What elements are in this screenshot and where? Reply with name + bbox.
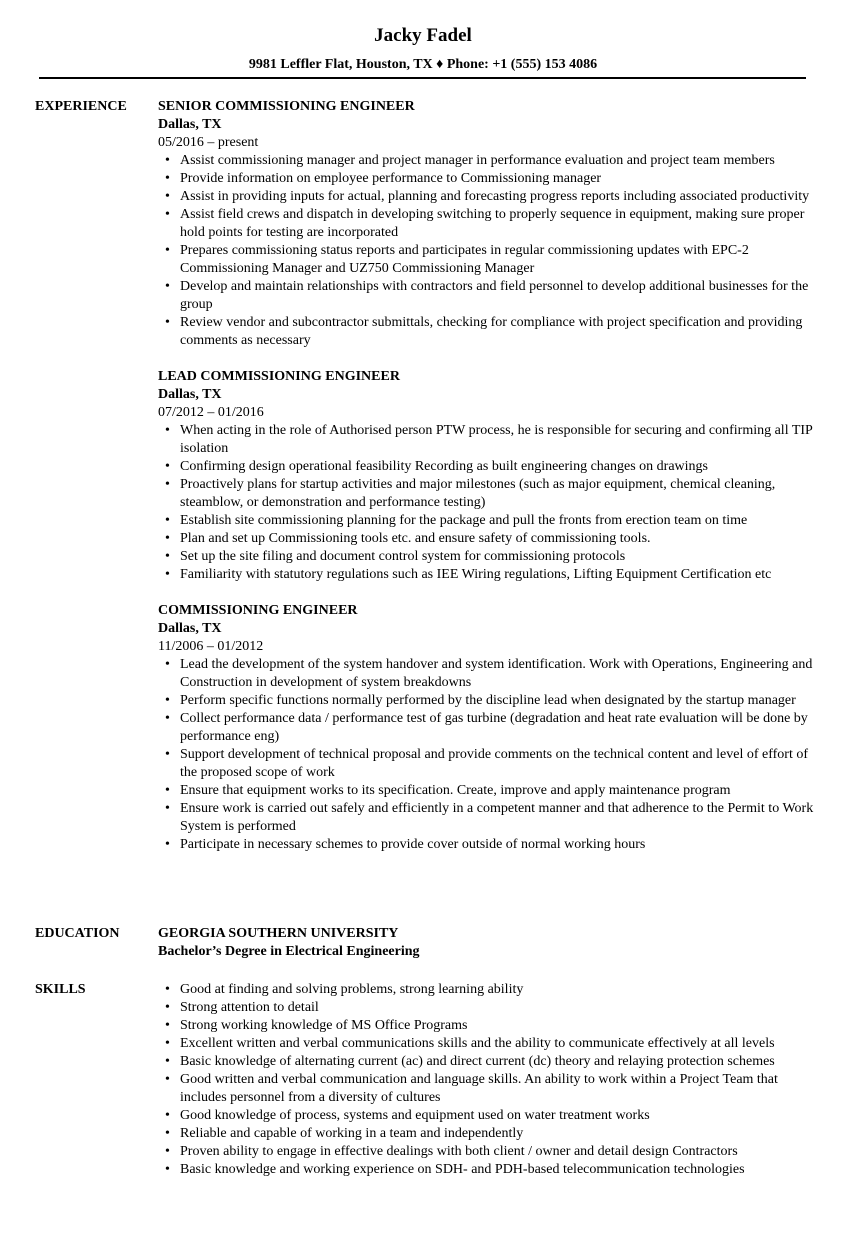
bullet-item: • Develop and maintain relationships with contractors and field personnel to develop additional businesses for the group <box>180 278 818 314</box>
experience-list <box>158 98 818 872</box>
contact-line: 9981 Leffler Flat, Houston, TX ♦ Phone: +1 (555) 153 4086 <box>248 57 598 72</box>
bullet-item: • Review vendor and subcontractor submittals, checking for compliance with project specification and providing comments as necessary <box>180 314 818 350</box>
candidate-name: Jacky Fadel <box>374 25 472 46</box>
skill-item: • Reliable and capable of working in a team and independently <box>180 1125 818 1143</box>
skill-item: • Good knowledge of process, systems and equipment used on water treatment works <box>180 1107 818 1125</box>
bullet-item: • Participate in necessary schemes to provide cover outside of normal working hours <box>180 836 818 854</box>
bullet-item: • Collect performance data / performance test of gas turbine (degradation and heat rate evaluation will be done by performance eng) <box>180 710 818 746</box>
job-location: Dallas, TX <box>158 387 222 402</box>
bullet-item: • When acting in the role of Authorised person PTW process, he is responsible for securing and confirming all TIP isolation <box>180 422 818 458</box>
job-title: SENIOR COMMISSIONING ENGINEER <box>158 99 415 114</box>
skills-body <box>158 981 818 1179</box>
bullet-item: • Plan and set up Commissioning tools etc. and ensure safety of commissioning tools. <box>180 530 818 548</box>
skill-item: • Good written and verbal communication and language skills. An ability to work within a Project Team that includes personnel from a diversity of cultures <box>180 1071 818 1107</box>
job-location: Dallas, TX <box>158 621 222 636</box>
bullet-item: • Assist field crews and dispatch in developing switching to properly sequence in equipment, making sure proper hold points for testing are incorporated <box>180 206 818 242</box>
skill-item: • Basic knowledge of alternating current (ac) and direct current (dc) theory and relaying protection schemes <box>180 1053 818 1071</box>
skill-item: • Basic knowledge and working experience on SDH- and PDH-based telecommunication technologies <box>180 1161 818 1179</box>
job-bullets <box>158 152 818 350</box>
bullet-item: • Prepares commissioning status reports and participates in regular commissioning updates with EPC-2 Commissioning Manager and UZ750 Commissioning Manager <box>180 242 818 278</box>
school-name: GEORGIA SOUTHERN UNIVERSITY <box>158 926 399 941</box>
job-dates: 05/2016 – present <box>158 135 259 150</box>
education-label: EDUCATION <box>35 926 120 941</box>
skill-item: • Excellent written and verbal communications skills and the ability to communicate effectively at all levels <box>180 1035 818 1053</box>
skill-item: • Good at finding and solving problems, strong learning ability <box>180 981 818 999</box>
skills-list <box>158 981 818 1179</box>
job-dates: 07/2012 – 01/2016 <box>158 405 264 420</box>
skills-label: SKILLS <box>35 982 86 997</box>
bullet-item: • Ensure that equipment works to its specification. Create, improve and apply maintenance program <box>180 782 818 800</box>
job-bullets <box>158 422 818 584</box>
header-divider <box>39 77 806 79</box>
bullet-item: • Confirming design operational feasibility Recording as built engineering changes on drawings <box>180 458 818 476</box>
bullet-item: • Lead the development of the system handover and system identification. Work with Operations, Engineering and Construction in development of system breakdowns <box>180 656 818 692</box>
job-entry <box>158 602 818 854</box>
bullet-item: • Provide information on employee performance to Commissioning manager <box>180 170 818 188</box>
bullet-item: • Set up the site filing and document control system for commissioning protocols <box>180 548 818 566</box>
skill-item: • Proven ability to engage in effective dealings with both client / owner and detail design Contractors <box>180 1143 818 1161</box>
bullet-item: • Proactively plans for startup activities and major milestones (such as major equipment, chemical cleaning, steamblow, or demonstration and performance testing) <box>180 476 818 512</box>
bullet-item: • Perform specific functions normally performed by the discipline lead when designated by the startup manager <box>180 692 818 710</box>
job-entry <box>158 98 818 350</box>
job-title: COMMISSIONING ENGINEER <box>158 603 358 618</box>
bullet-item: • Familiarity with statutory regulations such as IEE Wiring regulations, Lifting Equipment Certification etc <box>180 566 818 584</box>
bullet-item: • Assist commissioning manager and project manager in performance evaluation and project team members <box>180 152 818 170</box>
bullet-item: • Support development of technical proposal and provide comments on the technical content and level of effort of the proposed scope of work <box>180 746 818 782</box>
job-title: LEAD COMMISSIONING ENGINEER <box>158 369 400 384</box>
skill-item: • Strong attention to detail <box>180 999 818 1017</box>
experience-label: EXPERIENCE <box>35 99 127 114</box>
resume-header <box>0 24 846 74</box>
degree-name: Bachelor’s Degree in Electrical Engineering <box>158 944 420 959</box>
job-bullets <box>158 656 818 854</box>
skill-item: • Strong working knowledge of MS Office Programs <box>180 1017 818 1035</box>
bullet-item: • Establish site commissioning planning for the package and pull the fronts from erection team on time <box>180 512 818 530</box>
job-dates: 11/2006 – 01/2012 <box>158 639 264 654</box>
job-entry <box>158 368 818 584</box>
bullet-item: • Ensure work is carried out safely and efficiently in a competent manner and that adherence to the Permit to Work System is performed <box>180 800 818 836</box>
bullet-item: • Assist in providing inputs for actual, planning and forecasting progress reports including associated productivity <box>180 188 818 206</box>
job-location: Dallas, TX <box>158 117 222 132</box>
education-body <box>158 925 818 961</box>
